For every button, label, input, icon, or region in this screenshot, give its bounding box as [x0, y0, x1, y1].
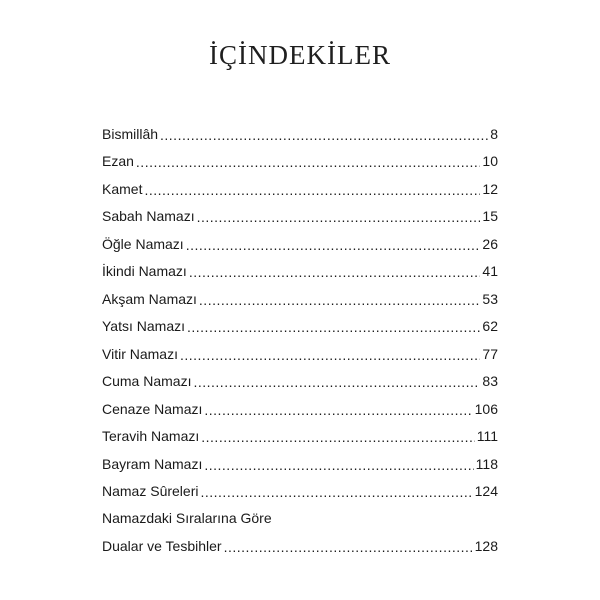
- dot-leader: [204, 457, 473, 473]
- toc-entry-page: 83: [482, 373, 498, 390]
- toc-entry-title: Akşam Namazı: [102, 290, 197, 307]
- toc-entry-page: 128: [474, 538, 498, 555]
- toc-entry-page: 62: [482, 318, 498, 335]
- toc-entry-page: 26: [482, 235, 498, 252]
- dot-leader: [199, 292, 481, 308]
- dot-leader: [197, 209, 481, 225]
- toc-entry: [102, 120, 498, 148]
- toc-entry: [102, 395, 498, 423]
- toc-entry-title: Namaz Sûreleri: [102, 483, 199, 500]
- dot-leader: [204, 402, 472, 418]
- dot-leader: [186, 237, 481, 253]
- toc-entry: [102, 423, 498, 451]
- toc-entry: [102, 450, 498, 478]
- toc-entry-page: 8: [490, 125, 498, 142]
- dot-leader: [224, 539, 473, 555]
- table-of-contents: [102, 120, 498, 560]
- toc-entry: [102, 258, 498, 286]
- toc-entry-page: 118: [475, 455, 498, 472]
- toc-entry-title: Bayram Namazı: [102, 455, 203, 472]
- dot-leader: [189, 264, 481, 280]
- dot-leader: [144, 182, 480, 198]
- toc-entry-title: Dualar ve Tesbihler: [102, 538, 222, 555]
- toc-entry-title: Namazdaki Sıralarına Göre: [102, 510, 272, 526]
- toc-entry: [102, 175, 498, 203]
- dot-leader: [201, 429, 474, 445]
- toc-entry-first-line: [102, 505, 498, 533]
- dot-leader: [180, 347, 480, 363]
- toc-entry: [102, 230, 498, 258]
- toc-entry: [102, 340, 498, 368]
- toc-entry-title: Sabah Namazı: [102, 208, 195, 225]
- toc-entry-title: Ezan: [102, 153, 134, 170]
- dot-leader: [193, 374, 480, 390]
- dot-leader: [136, 154, 481, 170]
- dot-leader: [200, 484, 472, 500]
- toc-entry-title: Öğle Namazı: [102, 235, 184, 252]
- toc-entry-page: 106: [474, 400, 498, 417]
- toc-entry-page: 41: [482, 263, 498, 280]
- toc-entry-page: 10: [482, 153, 498, 170]
- toc-entry-page: 53: [482, 290, 498, 307]
- toc-entry: [102, 478, 498, 506]
- toc-entry-page: 12: [482, 180, 498, 197]
- toc-entry-title: Cenaze Namazı: [102, 400, 203, 417]
- toc-entry: [102, 148, 498, 176]
- dot-leader: [187, 319, 480, 335]
- toc-entry-title: Kamet: [102, 180, 143, 197]
- toc-entry-page: 77: [482, 345, 498, 362]
- toc-entry-title: Teravih Namazı: [102, 428, 200, 445]
- toc-entry-title: İkindi Namazı: [102, 263, 187, 280]
- toc-entry-title: Yatsı Namazı: [102, 318, 185, 335]
- toc-entry: [102, 285, 498, 313]
- toc-entry-title: Vitir Namazı: [102, 345, 178, 362]
- toc-entry: [102, 203, 498, 231]
- toc-entry-page: 15: [482, 208, 498, 225]
- toc-entry: [102, 313, 498, 341]
- page-title: İÇİNDEKİLER: [209, 40, 391, 70]
- toc-entry-page: 111: [476, 428, 498, 445]
- toc-entry-title: Cuma Namazı: [102, 373, 192, 390]
- dot-leader: [160, 127, 488, 143]
- toc-entry: [102, 368, 498, 396]
- toc-entry-title: Bismillâh: [102, 125, 159, 142]
- toc-entry-page: 124: [474, 483, 498, 500]
- toc-entry: [102, 533, 498, 561]
